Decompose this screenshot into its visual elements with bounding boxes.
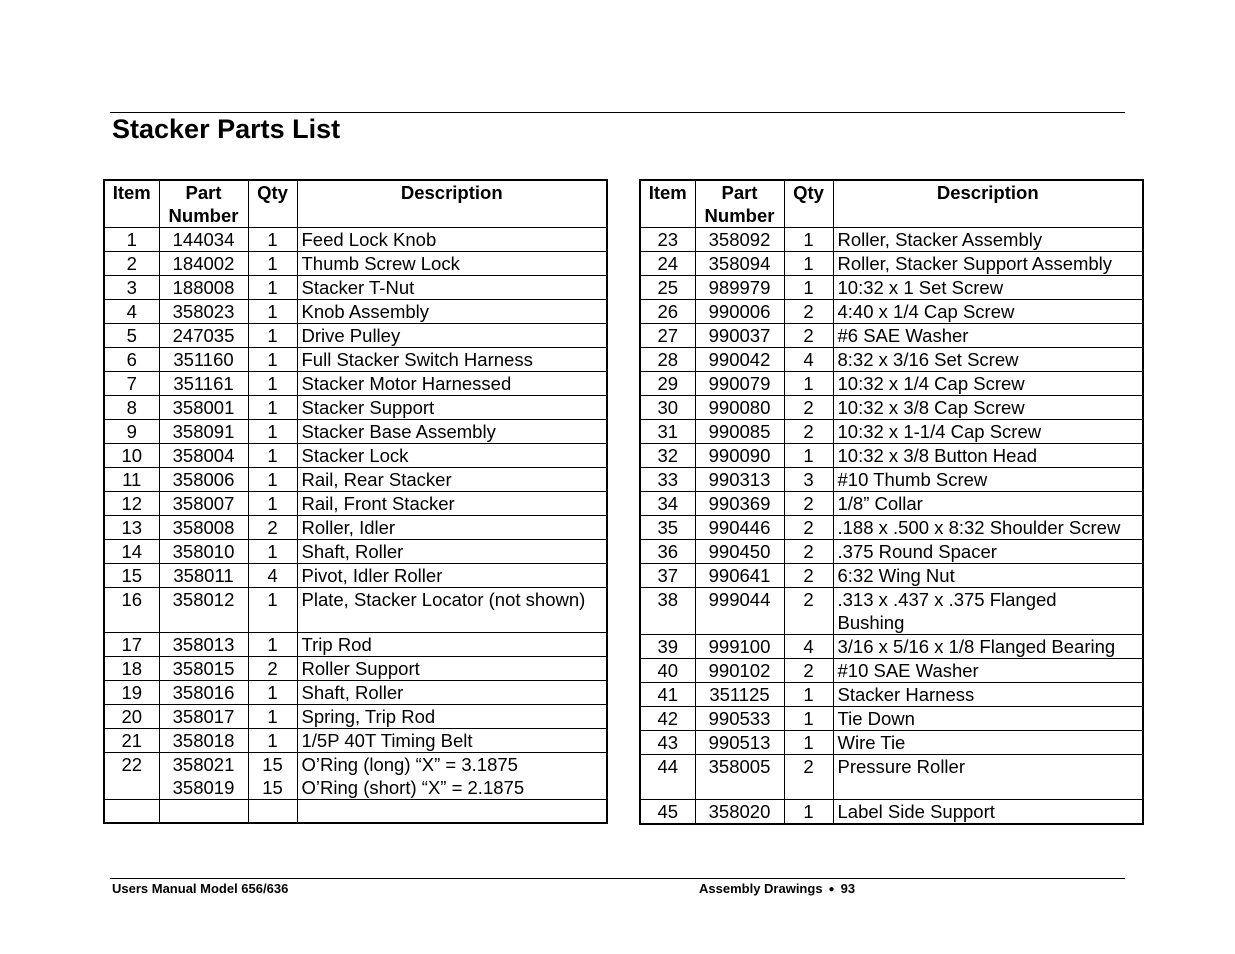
- cell-part-number: 358094: [695, 252, 784, 276]
- cell-qty: 4: [248, 564, 297, 588]
- table-row: [104, 588, 607, 633]
- cell-description: Stacker Lock: [297, 444, 607, 468]
- table-row: [104, 228, 607, 252]
- cell-description: Tie Down: [833, 707, 1143, 731]
- header-description: Description: [297, 180, 607, 228]
- table-row: [640, 635, 1143, 659]
- cell-qty: 1: [784, 252, 833, 276]
- cell-description: [297, 800, 607, 824]
- cell-description: Stacker Support: [297, 396, 607, 420]
- table-row: [104, 540, 607, 564]
- cell-description: 8:32 x 3/16 Set Screw: [833, 348, 1143, 372]
- cell-qty: 1: [248, 492, 297, 516]
- cell-part-number: 990085: [695, 420, 784, 444]
- cell-description: Pressure Roller: [833, 755, 1143, 800]
- parts-table-right: [639, 179, 1144, 825]
- cell-description: 6:32 Wing Nut: [833, 564, 1143, 588]
- cell-qty: 1: [784, 444, 833, 468]
- table-row: [104, 276, 607, 300]
- cell-part-number: 990446: [695, 516, 784, 540]
- footer-manual-title: Users Manual Model 656/636: [112, 881, 289, 896]
- cell-qty: 4: [784, 635, 833, 659]
- table-row: [104, 324, 607, 348]
- table-row: [104, 753, 607, 800]
- cell-item: 20: [104, 705, 159, 729]
- cell-qty: 2: [248, 657, 297, 681]
- cell-item: 38: [640, 588, 695, 635]
- cell-item: 26: [640, 300, 695, 324]
- cell-part-number: 351125: [695, 683, 784, 707]
- cell-qty: 1: [248, 228, 297, 252]
- cell-qty: 1: [784, 228, 833, 252]
- cell-part-number: 358006: [159, 468, 248, 492]
- cell-item: 19: [104, 681, 159, 705]
- footer-page-number: 93: [840, 881, 856, 896]
- cell-part-number: 990080: [695, 396, 784, 420]
- cell-qty: 3: [784, 468, 833, 492]
- cell-part-number: 990313: [695, 468, 784, 492]
- cell-description: Rail, Front Stacker: [297, 492, 607, 516]
- cell-part-number: 358007: [159, 492, 248, 516]
- cell-description: #10 SAE Washer: [833, 659, 1143, 683]
- cell-qty: 2: [784, 516, 833, 540]
- header-item: Item: [104, 180, 159, 228]
- cell-description: Plate, Stacker Locator (not shown): [297, 588, 607, 633]
- cell-item: 30: [640, 396, 695, 420]
- table-row: [640, 444, 1143, 468]
- cell-part-number: 358001: [159, 396, 248, 420]
- header-rule: [110, 112, 1125, 113]
- cell-item: 9: [104, 420, 159, 444]
- cell-part-number: 990641: [695, 564, 784, 588]
- cell-description: .375 Round Spacer: [833, 540, 1143, 564]
- cell-qty: 4: [784, 348, 833, 372]
- cell-item: 42: [640, 707, 695, 731]
- cell-description: Stacker T-Nut: [297, 276, 607, 300]
- cell-item: 12: [104, 492, 159, 516]
- cell-qty: 1: [248, 372, 297, 396]
- header-qty: Qty: [784, 180, 833, 228]
- cell-part-number: 358017: [159, 705, 248, 729]
- table-row: [104, 252, 607, 276]
- table-row: [640, 588, 1143, 635]
- cell-part-number: 358015: [159, 657, 248, 681]
- footer-page-info: [699, 881, 855, 896]
- cell-description: 4:40 x 1/4 Cap Screw: [833, 300, 1143, 324]
- cell-item: 22: [104, 753, 159, 800]
- cell-description: Shaft, Roller: [297, 540, 607, 564]
- cell-part-number: 358092: [695, 228, 784, 252]
- cell-item: 8: [104, 396, 159, 420]
- cell-qty: 1: [248, 540, 297, 564]
- cell-qty: 2: [784, 396, 833, 420]
- cell-description: #10 Thumb Screw: [833, 468, 1143, 492]
- cell-qty: 1: [248, 324, 297, 348]
- cell-item: 18: [104, 657, 159, 681]
- cell-description: Spring, Trip Rod: [297, 705, 607, 729]
- cell-description: Trip Rod: [297, 633, 607, 657]
- cell-part-number: 358023: [159, 300, 248, 324]
- cell-qty: 2: [784, 492, 833, 516]
- table-row: [640, 252, 1143, 276]
- cell-description: Stacker Base Assembly: [297, 420, 607, 444]
- cell-qty: 1: [248, 588, 297, 633]
- table-row: [104, 468, 607, 492]
- table-row: [640, 372, 1143, 396]
- cell-qty: 1: [784, 683, 833, 707]
- cell-item: 16: [104, 588, 159, 633]
- cell-item: 7: [104, 372, 159, 396]
- cell-part-number: 990102: [695, 659, 784, 683]
- cell-item: 40: [640, 659, 695, 683]
- cell-item: 1: [104, 228, 159, 252]
- header-part-number: Part Number: [159, 180, 248, 228]
- cell-qty: 1: [248, 633, 297, 657]
- cell-description: Wire Tie: [833, 731, 1143, 755]
- table-row: [104, 705, 607, 729]
- cell-item: 11: [104, 468, 159, 492]
- cell-part-number: 358010: [159, 540, 248, 564]
- cell-item: 4: [104, 300, 159, 324]
- cell-part-number: 184002: [159, 252, 248, 276]
- table-row: [640, 492, 1143, 516]
- cell-part-number: 989979: [695, 276, 784, 300]
- table-header-row: [104, 180, 607, 228]
- cell-qty: 2: [784, 420, 833, 444]
- cell-description: Stacker Harness: [833, 683, 1143, 707]
- cell-description: Thumb Screw Lock: [297, 252, 607, 276]
- table-row: [104, 372, 607, 396]
- footer-section: Assembly Drawings: [699, 881, 823, 896]
- cell-description: Feed Lock Knob: [297, 228, 607, 252]
- table-row: [104, 420, 607, 444]
- table-row: [640, 707, 1143, 731]
- cell-item: 45: [640, 800, 695, 825]
- cell-qty: [248, 800, 297, 824]
- cell-item: 21: [104, 729, 159, 753]
- cell-description: 10:32 x 3/8 Button Head: [833, 444, 1143, 468]
- table-row: [104, 633, 607, 657]
- cell-part-number: 999044: [695, 588, 784, 635]
- cell-item: 23: [640, 228, 695, 252]
- cell-part-number: 358020: [695, 800, 784, 825]
- cell-part-number: 990513: [695, 731, 784, 755]
- cell-part-number: 999100: [695, 635, 784, 659]
- table-row: [104, 800, 607, 824]
- cell-item: 36: [640, 540, 695, 564]
- cell-part-number: 351161: [159, 372, 248, 396]
- cell-description: Pivot, Idler Roller: [297, 564, 607, 588]
- cell-item: 43: [640, 731, 695, 755]
- cell-part-number: 358004: [159, 444, 248, 468]
- table-row: [640, 683, 1143, 707]
- table-row: [640, 800, 1143, 825]
- cell-qty: 1: [784, 731, 833, 755]
- cell-qty: 2: [784, 588, 833, 635]
- table-row: [104, 681, 607, 705]
- cell-qty: 1: [784, 276, 833, 300]
- cell-description: 10:32 x 1/4 Cap Screw: [833, 372, 1143, 396]
- cell-item: 5: [104, 324, 159, 348]
- cell-qty: 2: [784, 564, 833, 588]
- table-row: [640, 564, 1143, 588]
- table-header-row: [640, 180, 1143, 228]
- table-row: [104, 396, 607, 420]
- cell-qty: 1: [248, 468, 297, 492]
- table-row: [104, 492, 607, 516]
- table-row: [104, 444, 607, 468]
- cell-qty: 1: [248, 705, 297, 729]
- cell-item: 37: [640, 564, 695, 588]
- table-row: [640, 468, 1143, 492]
- table-row: [104, 564, 607, 588]
- cell-item: 44: [640, 755, 695, 800]
- cell-qty: 2: [784, 324, 833, 348]
- header-part-number: Part Number: [695, 180, 784, 228]
- cell-part-number: 990450: [695, 540, 784, 564]
- table-row: [640, 731, 1143, 755]
- cell-qty: 1: [248, 444, 297, 468]
- table-row: [640, 348, 1143, 372]
- table-row: [104, 300, 607, 324]
- cell-qty: 1: [784, 372, 833, 396]
- cell-part-number: 358012: [159, 588, 248, 633]
- cell-part-number: 188008: [159, 276, 248, 300]
- header-description: Description: [833, 180, 1143, 228]
- cell-part-number: 990079: [695, 372, 784, 396]
- table-row: [640, 300, 1143, 324]
- cell-description: Roller Support: [297, 657, 607, 681]
- cell-item: 29: [640, 372, 695, 396]
- cell-part-number: 358016: [159, 681, 248, 705]
- cell-description: O’Ring (long) “X” = 3.1875 O’Ring (short) “X” = 2.1875: [297, 753, 607, 800]
- cell-part-number: 990369: [695, 492, 784, 516]
- table-row: [104, 729, 607, 753]
- cell-description: #6 SAE Washer: [833, 324, 1143, 348]
- table-row: [104, 516, 607, 540]
- cell-qty: 1: [784, 707, 833, 731]
- cell-qty: 1: [784, 800, 833, 825]
- cell-part-number: 990533: [695, 707, 784, 731]
- cell-part-number: 990006: [695, 300, 784, 324]
- cell-description: Knob Assembly: [297, 300, 607, 324]
- cell-qty: 2: [784, 659, 833, 683]
- cell-description: 10:32 x 1-1/4 Cap Screw: [833, 420, 1143, 444]
- cell-qty: 2: [248, 516, 297, 540]
- cell-description: 1/8” Collar: [833, 492, 1143, 516]
- table-row: [640, 516, 1143, 540]
- cell-part-number: [159, 800, 248, 824]
- cell-description: 3/16 x 5/16 x 1/8 Flanged Bearing: [833, 635, 1143, 659]
- cell-qty: 1: [248, 396, 297, 420]
- table-row: [640, 540, 1143, 564]
- cell-item: 25: [640, 276, 695, 300]
- cell-item: 33: [640, 468, 695, 492]
- cell-description: .313 x .437 x .375 Flanged Bushing: [833, 588, 1143, 635]
- cell-qty: 1: [248, 681, 297, 705]
- cell-item: 3: [104, 276, 159, 300]
- cell-description: 1/5P 40T Timing Belt: [297, 729, 607, 753]
- cell-part-number: 358005: [695, 755, 784, 800]
- cell-item: [104, 800, 159, 824]
- cell-description: Roller, Idler: [297, 516, 607, 540]
- cell-part-number: 990037: [695, 324, 784, 348]
- cell-qty: 2: [784, 755, 833, 800]
- cell-part-number: 358011: [159, 564, 248, 588]
- cell-item: 41: [640, 683, 695, 707]
- cell-part-number: 247035: [159, 324, 248, 348]
- header-item: Item: [640, 180, 695, 228]
- table-row: [640, 324, 1143, 348]
- cell-description: 10:32 x 3/8 Cap Screw: [833, 396, 1143, 420]
- footer-rule: [110, 878, 1125, 879]
- cell-item: 35: [640, 516, 695, 540]
- table-row: [640, 396, 1143, 420]
- bullet-icon: ●: [828, 884, 835, 895]
- cell-item: 34: [640, 492, 695, 516]
- cell-qty: 1: [248, 420, 297, 444]
- cell-part-number: 358091: [159, 420, 248, 444]
- table-row: [640, 420, 1143, 444]
- cell-item: 2: [104, 252, 159, 276]
- cell-part-number: 144034: [159, 228, 248, 252]
- cell-part-number: 358008: [159, 516, 248, 540]
- cell-description: Label Side Support: [833, 800, 1143, 825]
- table-row: [640, 276, 1143, 300]
- cell-part-number: 358021 358019: [159, 753, 248, 800]
- cell-part-number: 990090: [695, 444, 784, 468]
- cell-description: Drive Pulley: [297, 324, 607, 348]
- table-row: [104, 657, 607, 681]
- cell-part-number: 351160: [159, 348, 248, 372]
- cell-item: 27: [640, 324, 695, 348]
- cell-item: 31: [640, 420, 695, 444]
- cell-description: .188 x .500 x 8:32 Shoulder Screw: [833, 516, 1143, 540]
- cell-item: 10: [104, 444, 159, 468]
- cell-item: 32: [640, 444, 695, 468]
- cell-part-number: 990042: [695, 348, 784, 372]
- cell-qty: 1: [248, 252, 297, 276]
- cell-item: 14: [104, 540, 159, 564]
- cell-qty: 1: [248, 300, 297, 324]
- cell-part-number: 358013: [159, 633, 248, 657]
- cell-item: 28: [640, 348, 695, 372]
- table-row: [640, 659, 1143, 683]
- cell-item: 6: [104, 348, 159, 372]
- cell-item: 24: [640, 252, 695, 276]
- cell-item: 13: [104, 516, 159, 540]
- cell-part-number: 358018: [159, 729, 248, 753]
- table-row: [104, 348, 607, 372]
- header-qty: Qty: [248, 180, 297, 228]
- cell-description: Full Stacker Switch Harness: [297, 348, 607, 372]
- cell-description: Roller, Stacker Assembly: [833, 228, 1143, 252]
- table-row: [640, 228, 1143, 252]
- cell-item: 17: [104, 633, 159, 657]
- cell-qty: 1: [248, 729, 297, 753]
- cell-qty: 2: [784, 300, 833, 324]
- cell-qty: 1: [248, 276, 297, 300]
- cell-description: Stacker Motor Harnessed: [297, 372, 607, 396]
- cell-description: Roller, Stacker Support Assembly: [833, 252, 1143, 276]
- parts-table-left: [103, 179, 608, 824]
- table-row: [640, 755, 1143, 800]
- cell-qty: 2: [784, 540, 833, 564]
- cell-item: 39: [640, 635, 695, 659]
- cell-description: Rail, Rear Stacker: [297, 468, 607, 492]
- cell-description: 10:32 x 1 Set Screw: [833, 276, 1143, 300]
- page-title: Stacker Parts List: [112, 114, 341, 144]
- cell-description: Shaft, Roller: [297, 681, 607, 705]
- cell-qty: 1: [248, 348, 297, 372]
- cell-qty: 15 15: [248, 753, 297, 800]
- cell-item: 15: [104, 564, 159, 588]
